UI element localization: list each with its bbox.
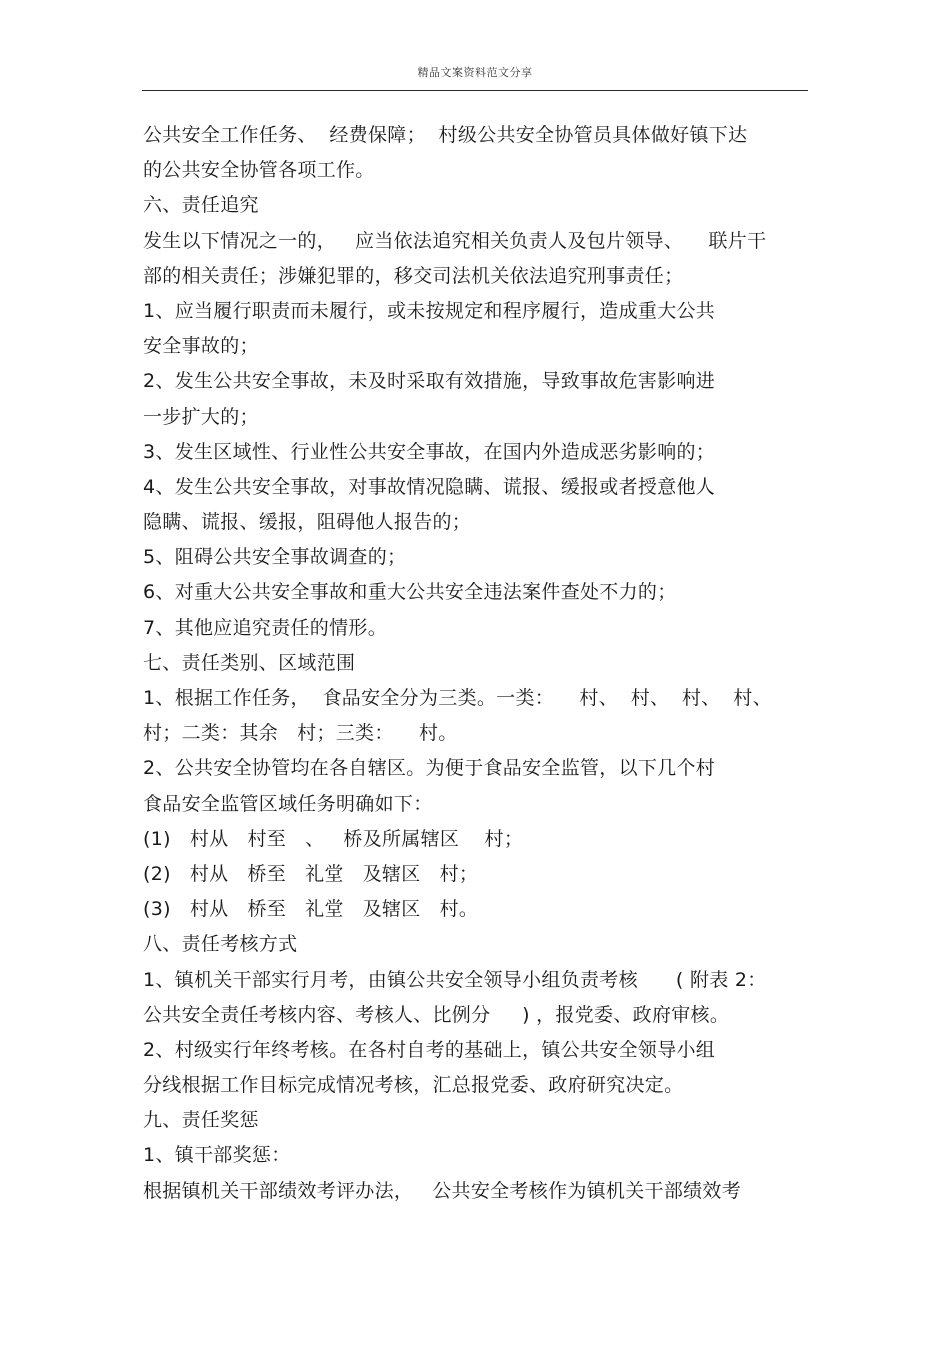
text-line: 发生以下情况之一的， 应当依法追究相关负责人及包片领导、 联片干 <box>143 229 767 252</box>
text-line: 2、公共安全协管均在各自辖区。为便于食品安全监管，以下几个村 <box>143 757 716 780</box>
section-heading: 七、责任类别、区域范围 <box>143 651 356 674</box>
section-heading: 八、责任考核方式 <box>143 933 298 956</box>
text-line: 1、应当履行职责而未履行，或未按规定和程序履行，造成重大公共 <box>143 299 716 322</box>
text-line: 3、发生区域性、行业性公共安全事故，在国内外造成恶劣影响的； <box>143 440 716 463</box>
section-heading: 六、责任追究 <box>143 194 259 217</box>
text-line: 2、发生公共安全事故，未及时采取有效措施，导致事故危害影响进 <box>143 370 716 393</box>
text-line: 2、村级实行年终考核。在各村自考的基础上，镇公共安全领导小组 <box>143 1038 716 1061</box>
text-line: 食品安全监管区域任务明确如下： <box>143 792 433 815</box>
text-line: 公共安全责任考核内容、考核人、比例分 ) ，报党委、政府审核。 <box>143 1003 730 1026</box>
text-line: 6、对重大公共安全事故和重大公共安全违法案件查处不力的； <box>143 581 677 604</box>
text-line: 部的相关责任；涉嫌犯罪的，移交司法机关依法追究刑事责任； <box>143 264 684 287</box>
text-line: 分线根据工作目标完成情况考核，汇总报党委、政府研究决定。 <box>143 1074 684 1097</box>
text-line: 1、镇机关干部实行月考，由镇公共安全领导小组负责考核 ( 附表 2： <box>143 968 767 991</box>
list-item: (2) 村从 桥至 礼堂 及辖区 村； <box>143 862 479 885</box>
section-heading: 九、责任奖惩 <box>143 1109 259 1132</box>
header-divider <box>142 90 808 91</box>
text-line: 根据镇机关干部绩效考评办法， 公共安全考核作为镇机关干部绩效考 <box>143 1179 742 1202</box>
text-line: 1、镇干部奖惩： <box>143 1144 291 1167</box>
text-line: 村；二类：其余 村；三类： 村。 <box>143 722 458 745</box>
page-header-title: 精品文案资料范文分享 <box>417 66 533 79</box>
document-body <box>143 118 823 1209</box>
text-line: 7、其他应追究责任的情形。 <box>143 616 387 639</box>
text-line: 1、根据工作任务， 食品安全分为三类。一类： 村、 村、 村、 村、 <box>143 687 772 709</box>
text-line: 公共安全工作任务、 经费保障； 村级公共安全协管员具体做好镇下达 <box>143 124 748 146</box>
list-item: (1) 村从 村至 、 桥及所属辖区 村； <box>143 827 524 850</box>
text-line: 5、阻碍公共安全事故调查的； <box>143 546 407 569</box>
text-line: 的公共安全协管各项工作。 <box>143 159 375 182</box>
text-line: 一步扩大的； <box>143 405 259 428</box>
text-line: 4、发生公共安全事故，对事故情况隐瞒、谎报、缓报或者授意他人 <box>143 475 716 498</box>
text-line: 安全事故的； <box>143 335 259 358</box>
list-item: (3) 村从 桥至 礼堂 及辖区 村。 <box>143 898 479 921</box>
text-line: 隐瞒、谎报、缓报，阻碍他人报告的； <box>143 511 472 534</box>
